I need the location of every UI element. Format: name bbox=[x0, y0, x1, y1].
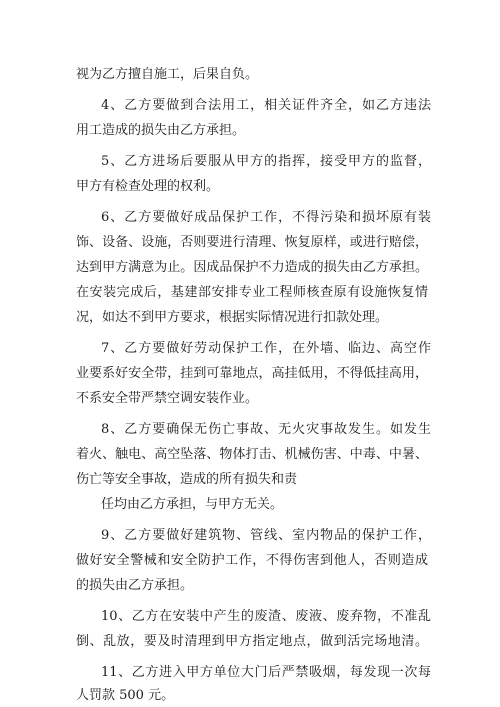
text-line: 9、乙方要做好建筑物、管线、室内物品的保护工作， bbox=[101, 528, 431, 543]
text-line: 甲方有检查处理的权利。 bbox=[76, 179, 220, 194]
text-line: 11、乙方进入甲方单位大门后严禁吸烟，每发现一次每 bbox=[101, 665, 431, 680]
text-line: 达到甲方满意为止。因成品保护不力造成的损失由乙方承担。 bbox=[76, 260, 428, 275]
text-line: 6、乙方要做好成品保护工作，不得污染和损坏原有装 bbox=[101, 210, 431, 225]
text-line: 任均由乙方承担，与甲方无关。 bbox=[101, 497, 284, 512]
text-line: 用工造成的损失由乙方承担。 bbox=[76, 123, 246, 138]
text-line: 不系安全带严禁空调安装作业。 bbox=[76, 391, 259, 406]
text-line: 倒、乱放，要及时清理到甲方指定地点，做到活完场地清。 bbox=[76, 634, 428, 649]
text-line: 4、乙方要做到合法用工，相关证件齐全，如乙方违法 bbox=[101, 98, 431, 113]
text-line: 做好安全警械和安全防护工作，不得伤害到他人，否则造成 bbox=[76, 553, 428, 568]
text-line: 的损失由乙方承担。 bbox=[76, 578, 194, 593]
text-line: 5、乙方进场后要服从甲方的指挥，接受甲方的监督， bbox=[101, 154, 431, 169]
text-line: 7、乙方要做好劳动保护工作，在外墙、临边、高空作 bbox=[101, 341, 431, 356]
text-line: 况，如达不到甲方要求，根据实际情况进行扣款处理。 bbox=[76, 310, 389, 325]
text-line: 人罚款 500 元。 bbox=[76, 688, 175, 703]
text-line: 着火、触电、高空坠落、物体打击、机械伤害、中毒、中暑、 bbox=[76, 447, 428, 462]
text-line: 在安装完成后，基建部安排专业工程师核查原有设施恢复情 bbox=[76, 285, 428, 300]
text-line: 视为乙方擅自施工，后果自负。 bbox=[76, 67, 259, 82]
text-line: 业要系好安全带，挂到可靠地点，高挂低用，不得低挂高用， bbox=[76, 366, 428, 381]
text-line: 伤亡等安全事故，造成的所有损失和责 bbox=[76, 472, 298, 487]
text-line: 10、乙方在安装中产生的废渣、废液、废弃物，不准乱 bbox=[101, 609, 431, 624]
text-line: 8、乙方要确保无伤亡事故、无火灾事故发生。如发生 bbox=[101, 422, 431, 437]
text-line: 饰、设备、设施，否则要进行清理、恢复原样，或进行赔偿， bbox=[76, 235, 428, 250]
